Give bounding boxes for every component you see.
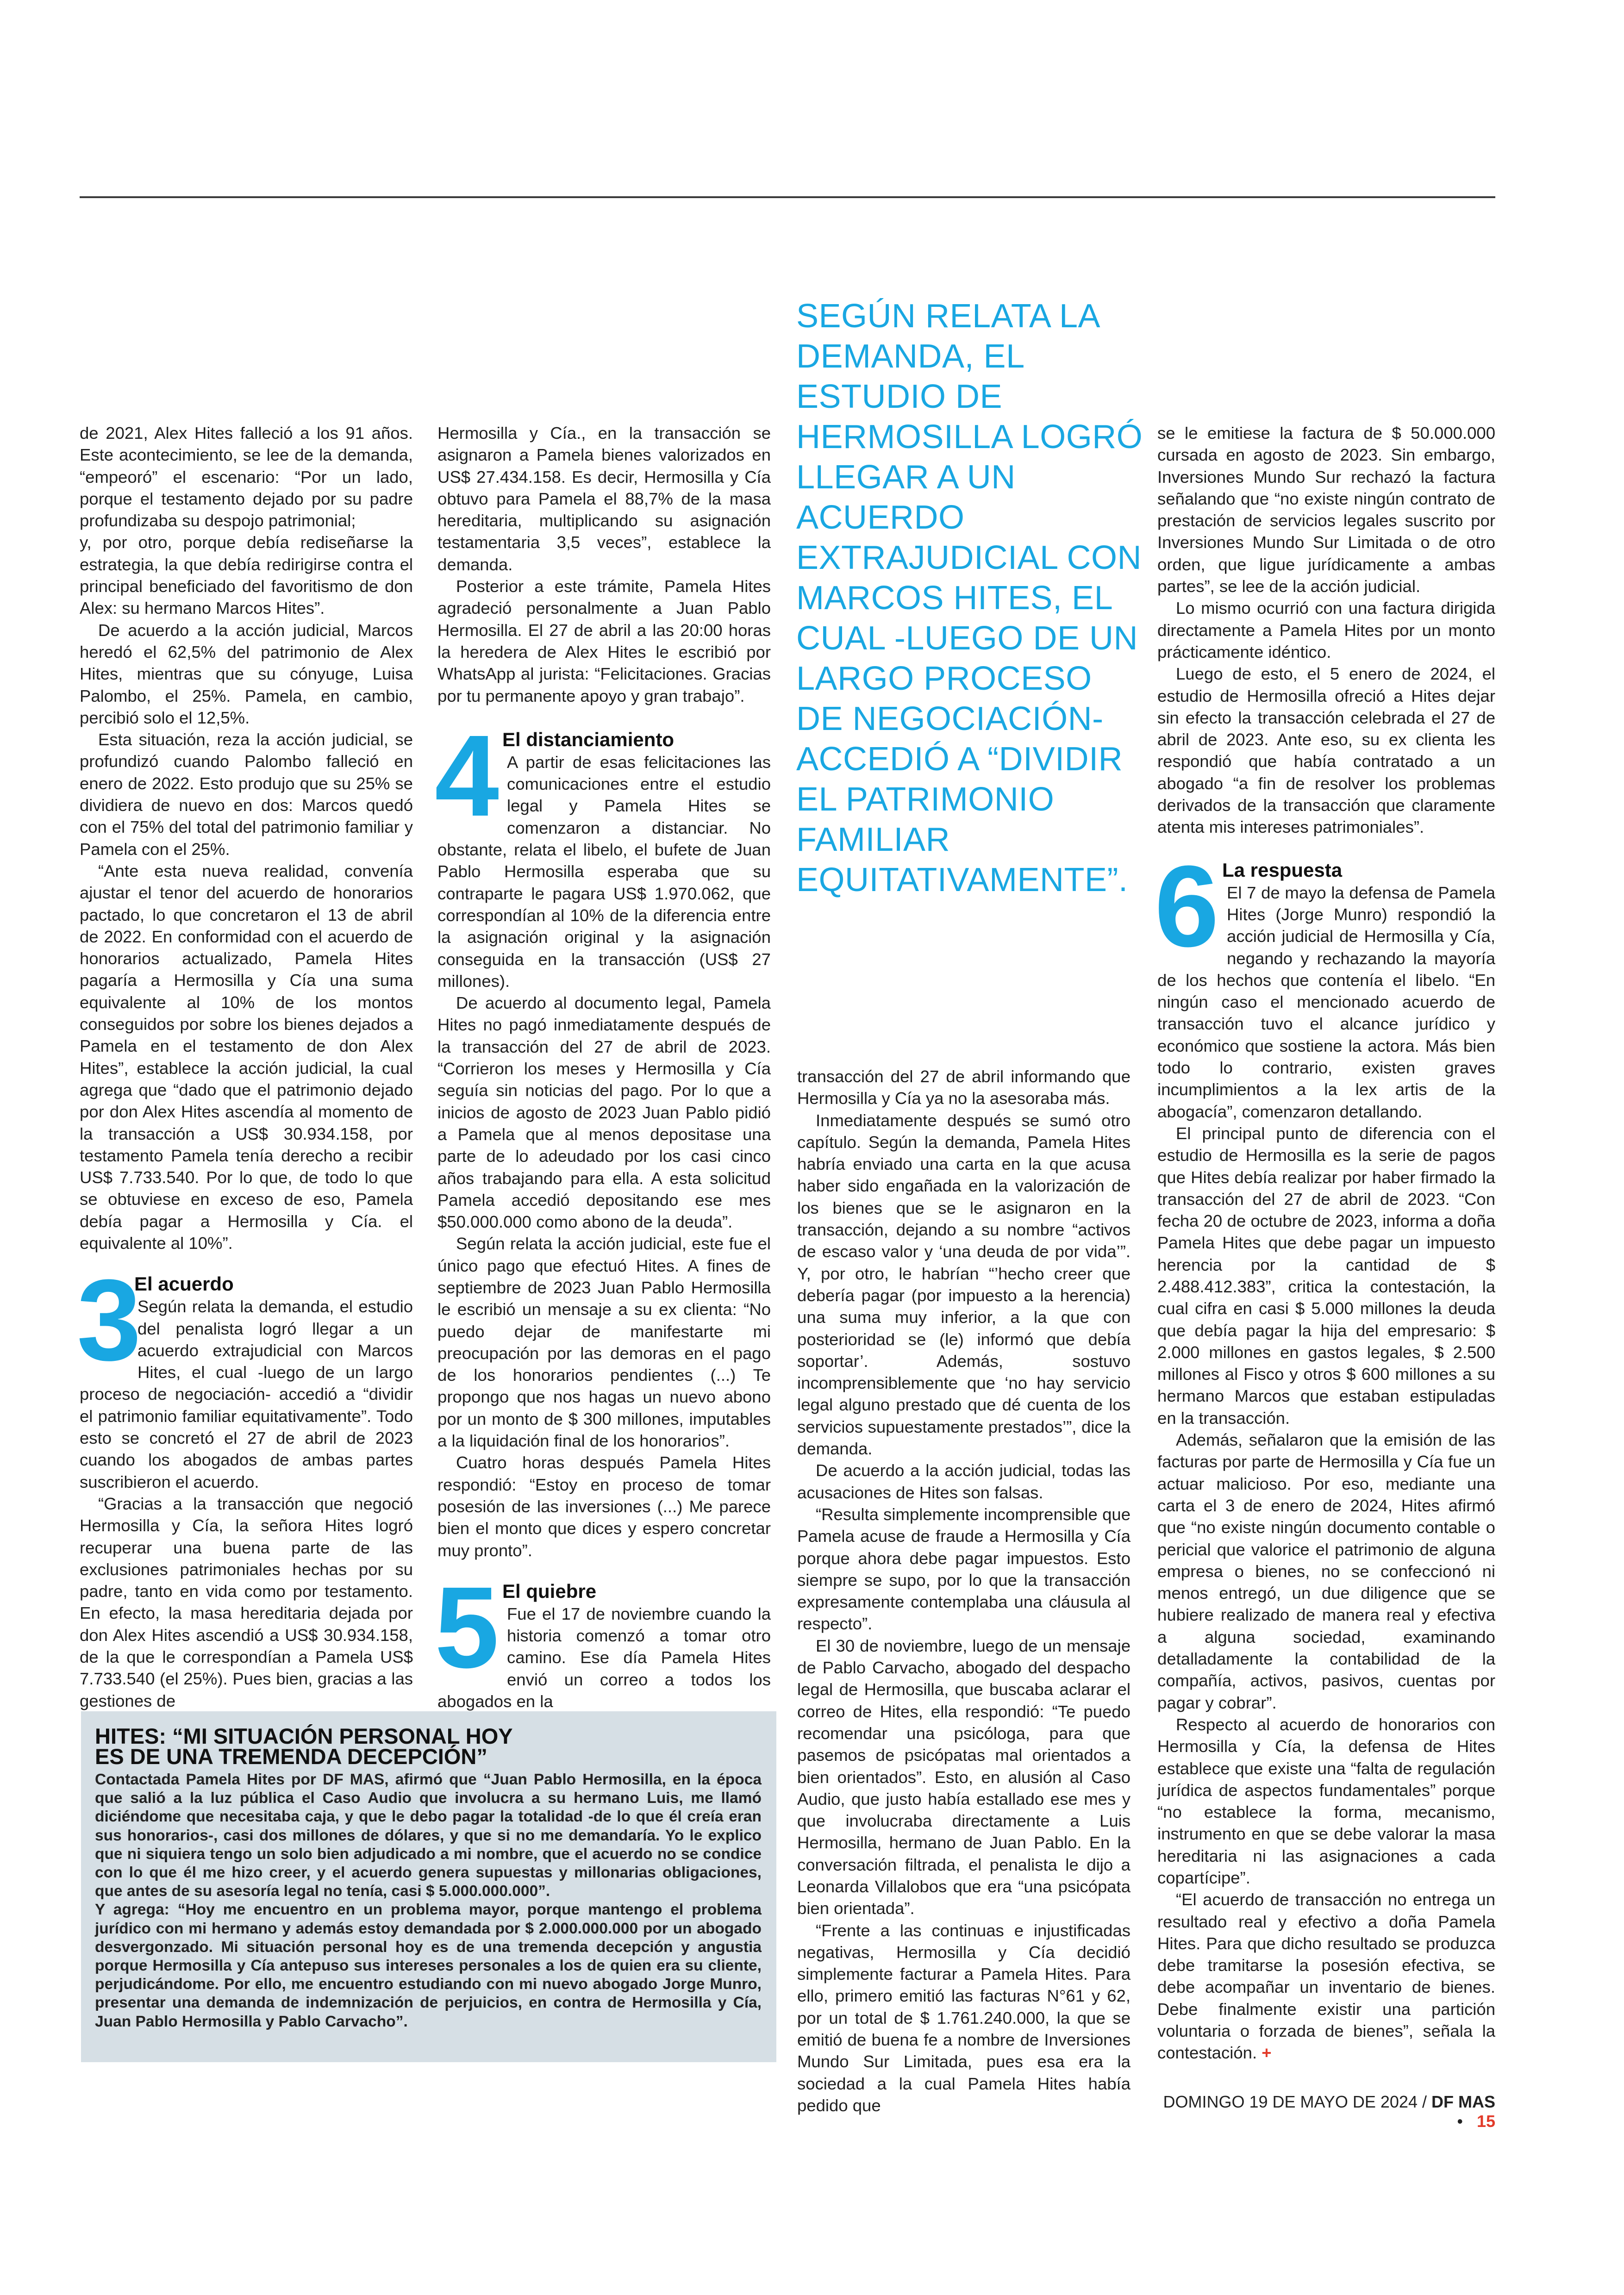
sidebar-box [81, 1711, 776, 2062]
box-title-line-1: HITES: “MI SITUACIÓN PERSONAL HOY [95, 1724, 513, 1748]
paragraph: Posterior a este trámite, Pamela Hites agradeció personalmente a Juan Pablo Hermosilla. El 27 de abril a las 20:00 horas la heredera de Alex Hites le escribió por WhatsApp al jurista: “Felicitaciones. Gracias por tu permanente apoyo y gran trabajo”. [437, 577, 771, 705]
paragraph: Fue el 17 de noviembre cuando la historia comenzó a tomar otro camino. Ese día Pamela Hites envió un correo a todos los abogados en la [437, 1604, 771, 1711]
paragraph: “Gracias a la transacción que negoció Hermosilla y Cía, la señora Hites logró recuperar una buena parte de las exclusiones patrimoniales hechas por su padre, tanto en vida como por testamento. En efecto, la masa hereditaria dejada por don Alex Hites ascendió a US$ 30.934.158, de la que le correspondían a Pamela US$ 7.733.540 (el 25%). Pues bien, gracias a las gestiones de [80, 1494, 413, 1710]
paragraph: “Ante esta nueva realidad, convenía ajustar el tenor del acuerdo de honorarios pactado, lo que concretaron el 13 de abril de 2022. En conformidad con el acuerdo de honorarios actualizado, Pamela Hites pagaría a Hermosilla y Cía una suma equivalente al 10% de los montos conseguidos por sobre los bienes dejados a Pamela en el testamento de don Alex Hites”, establece la acción judicial, la cual agrega que “dado que el patrimonio dejado por don Alex Hites ascendía al momento de la transacción a US$ 30.934.158, por testamento Pamela tenía derecho a recibir US$ 7.733.540. Por lo que, de todo lo que se obtuviese en exceso de eso, Pamela debía pagar a Hermosilla y Cía. el equivalente al 10%”. [80, 861, 413, 1253]
pull-quote: SEGÚN RELATA LA DEMANDA, EL ESTUDIO DE HERMOSILLA LOGRÓ LLEGAR A UN ACUERDO EXTRAJUDICIAL CON MARCOS HITES, EL CUAL -LUEGO DE UN LARGO PROCESO DE NEGOCIACIÓN- ACCEDIÓ A “DIVIDIR EL PATRIMONIO FAMILIAR EQUITATIVAMENTE”. [796, 298, 1143, 898]
paragraph: Cuatro horas después Pamela Hites respondió: “Estoy en proceso de tomar posesión de las inversiones (...) Me parece bien el monto que dices y espero concretar muy pronto”. [437, 1453, 771, 1560]
column-2 [437, 422, 771, 1712]
paragraph: “El acuerdo de transacción no entrega un resultado real y efectivo a doña Pamela Hites. Para que dicho resultado se produzca debe tramitarse la posesión efectiva, se debe acompañar un inventario de bienes. Debe finalmente existir una partición voluntaria o forzada de bienes”, señala la contestación. + [1157, 1890, 1495, 2063]
paragraph: Inmediatamente después se sumó otro capítulo. Según la demanda, Pamela Hites habría enviado una carta en la que acusa haber sido engañada en la valorización de los bienes que se le asignaron en la transacción, dejando a su nombre “activos de escaso valor y ‘una deuda de por vida’”. Y, por otro, le habrían “’hecho creer que debería pagar (por impuesto a la herencia) una suma muy inferior, a la que con posterioridad se (le) informó que debía soportar’. Además, sostuvo incomprensiblemente que ‘no hay servicio legal alguno prestado que dé cuenta de los servicios supuestamente prestados’”, dice la demanda. [797, 1110, 1131, 1459]
paragraph: “Resulta simplemente incomprensible que Pamela acuse de fraude a Hermosilla y Cía porque ahora debe pagar impuestos. Esto siempre se supo, por lo que la transacción expresamente contemplaba una cláusula al respecto”. [797, 1504, 1131, 1634]
column-1 [77, 422, 413, 1712]
paragraph: se le emitiese la factura de $ 50.000.000 cursada en agosto de 2023. Sin embargo, Inversiones Mundo Sur rechazó la factura señalando que “no existe ningún contrato de prestación de servicios legales suscrito por Inversiones Mundo Sur Limitada o de otro orden, que ligue jurídicamente a ambas partes”, se lee de la acción judicial. [1157, 424, 1495, 596]
section-6 [1155, 841, 1495, 2064]
section-title: El acuerdo [134, 1273, 234, 1295]
paragraph: De acuerdo a la acción judicial, todas las acusaciones de Hites son falsas. [797, 1461, 1131, 1502]
paragraph: Además, señalaron que la emisión de las facturas por parte de Hermosilla y Cía fue un actuar malicioso. Por eso, mediante una carta el 3 de enero de 2024, Hites afirmó que “no existe ningún documento contable o pericial que valorice el patrimonio de alguna empresa o bienes, no se confeccionó ni menos entregó, un due diligence que se hubiere realizado de manera real y efectiva a alguna sociedad, examinando detalladamente la contabilidad de la compañía, activos, pasivos, cuentas por pagar y cobrar”. [1157, 1430, 1495, 1712]
section-title: El quiebre [502, 1580, 597, 1602]
paragraph: El principal punto de diferencia con el estudio de Hermosilla es la serie de pagos que Hites debía realizar por haber firmado la transacción del 27 de abril de 2023. “Con fecha 20 de octubre de 2023, informa a doña Pamela Hites que debe pagar un impuesto herencia por la cantidad de $ 2.488.412.383”, critica la contestación, la cual cifra en casi $ 5.000 millones la deuda que debía pagar la hija del empresario: $ 2.000 millones en gastos legales, $ 2.500 millones al Fisco y otros $ 600 millones a su hermano Marcos que estaban estipuladas en la transacción. [1157, 1123, 1495, 1428]
paragraph: Hermosilla y Cía., en la transacción se asignaron a Pamela bienes valorizados en US$ 27.434.158. Es decir, Hermosilla y Cía obtuvo para Pamela el 88,7% de la masa hereditaria, multiplicando su asignación testamentaria 3,5 veces”, establece la demanda. [437, 424, 771, 574]
section-4 [435, 711, 771, 1561]
top-rule [80, 196, 1495, 198]
end-mark: + [1262, 2043, 1272, 2063]
section-title: La respuesta [1222, 859, 1343, 881]
paragraph: Respecto al acuerdo de honorarios con Hermosilla y Cía, la defensa de Hites establece que existe una “falta de regulación jurídica de aspectos fundamentales” porque “no establece la forma, mecanismo, instrumento en que se debe valorar la masa hereditaria ni las asignaciones a cada copartícipe”. [1157, 1715, 1495, 1887]
page-number: 15 [1476, 2112, 1495, 2131]
section-number: 4 [435, 711, 500, 840]
page-footer [1157, 2092, 1495, 2131]
paragraph: Lo mismo ocurrió con una factura dirigida directamente a Pamela Hites por un monto prácticamente idéntico. [1157, 599, 1495, 661]
column-4 [1157, 422, 1495, 2064]
paragraph: A partir de esas felicitaciones las comunicaciones entre el estudio legal y Pamela Hites se comenzaron a distanciar. No obstante, relata el libelo, el bufete de Juan Pablo Hermosilla esperaba que su contraparte le pagara US$ 1.970.062, que correspondían al 10% de la diferencia entre la asignación original y la asignación conseguida en la transacción (US$ 27 millones). [437, 752, 771, 991]
footer-date: DOMINGO 19 DE MAYO DE 2024 / [1163, 2092, 1427, 2111]
paragraph: “Frente a las continuas e injustificadas negativas, Hermosilla y Cía decidió simplemente facturar a Pamela Hites. Para ello, primero emitió las facturas N°61 y 62, por un total de $ 1.761.240.000, la que se emitió de buena fe a nombre de Inversiones Mundo Sur Limitada, pues esa era la sociedad a la cual Pamela Hites había pedido que [797, 1921, 1131, 2115]
section-number: 5 [435, 1562, 500, 1692]
section-number: 3 [77, 1255, 142, 1385]
paragraph: Luego de esto, el 5 enero de 2024, el estudio de Hermosilla ofreció a Hites dejar sin efecto la transacción celebrada el 27 de abril de 2023. Ante eso, su ex clienta les respondió que había contratado a un abogado “a fin de resolver los problemas derivados de la transacción que claramente atenta mis intereses patrimoniales”. [1157, 664, 1495, 837]
footer-separator: • [1457, 2112, 1463, 2131]
paragraph: Según relata la acción judicial, este fue el único pago que efectuó Hites. A fines de septiembre de 2023 Juan Pablo Hermosilla le escribió un mensaje a su ex clienta: “No puedo dejar de manifestarte mi preocupación por las demoras en el pago de los honorarios pendientes (...) Te propongo que nos hagas un nuevo abono por un monto de $ 300 millones, imputables a la liquidación final de los honorarios”. [437, 1234, 771, 1451]
section-3 [77, 1255, 413, 1712]
paragraph: El 7 de mayo la defensa de Pamela Hites (Jorge Munro) respondió la acción judicial de Hermosilla y Cía, negando y rechazando la mayoría de los hechos que contenía el libelo. “En ningún caso el mencionado acuerdo de transacción tuvo el alcance jurídico y económico que sostiene la actora. Más bien todo lo contrario, existen graves incumplimientos a la lex artis de la abogacía”, comenzaron detallando. [1157, 883, 1495, 1121]
box-paragraph: Contactada Pamela Hites por DF MAS, afirmó que “Juan Pablo Hermosilla, en la época que salió a la luz pública el Caso Audio que involucra a su hermano Luis, me llamó diciéndome que necesitaba caja, y que le debo pagar la totalidad -de lo que él creía eran sus honorarios-, casi dos millones de dólares, y que si no me demandaría. Yo le explico que ni siquiera tengo un solo bien adjudicado a mi nombre, que el acuerdo no se condice con lo que él me hizo creer, y el acuerdo genera supuestas y millonarias obligaciones, que antes de su asesoría legal no tenía, casi $ 5.000.000.000”. [95, 1771, 762, 1900]
paragraph: y, por otro, porque debía rediseñarse la estrategia, la que debía redirigirse contra el principal beneficiado del favoritismo de don Alex: su hermano Marcos Hites”. [80, 533, 413, 618]
paragraph: transacción del 27 de abril informando que Hermosilla y Cía ya no la asesoraba más. [797, 1067, 1131, 1108]
paragraph: de 2021, Alex Hites falleció a los 91 años. Este acontecimiento, se lee de la demanda, “empeoró” el escenario: “Por un lado, porque el testamento dejado por su padre profundizaba su despojo patrimonial; [80, 424, 413, 530]
paragraph: Según relata la demanda, el estudio del penalista logró llegar a un acuerdo extrajudicial con Marcos Hites, el cual -luego de un largo proceso de negociación- accedió a “dividir el patrimonio familiar equitativamente”. Todo esto se concretó el 27 de abril de 2023 cuando los abogados de ambas partes suscribieron el acuerdo. [80, 1297, 413, 1491]
section-number: 6 [1155, 841, 1219, 971]
box-title-line-2: ES DE UNA TREMENDA DECEPCIÓN” [95, 1744, 487, 1769]
paragraph: El 30 de noviembre, luego de un mensaje de Pablo Carvacho, abogado del despacho legal de Hermosilla, que buscaba aclarar el correo de Hites, ella respondió: “Te puedo recomendar una psicóloga, para que pasemos de psicópatas mal orientados a bien orientados”. Esto, en alusión al Caso Audio, que justo había estallado ese mes y que involucraba directamente a Luis Hermosilla, hermano de Juan Pablo. En la conversación filtrada, el penalista le dijo a Leonarda Villalobos que era “una psicópata bien orientada”. [797, 1636, 1131, 1918]
section-5 [435, 1562, 771, 1712]
paragraph: De acuerdo a la acción judicial, Marcos heredó el 62,5% del patrimonio de Alex Hites, mientras que su cónyuge, Luisa Palombo, el 25%. Pamela, en cambio, percibió solo el 12,5%. [80, 620, 413, 727]
column-3 [797, 1066, 1131, 2116]
section-title: El distanciamiento [502, 728, 675, 750]
footer-brand: DF MAS [1431, 2092, 1495, 2111]
paragraph: De acuerdo al documento legal, Pamela Hites no pagó inmediatamente después de la transacción del 27 de abril de 2023. “Corrieron los meses y Hermosilla y Cía seguía sin noticias del pago. Por lo que a inicios de agosto de 2023 Juan Pablo pidió a Pamela que al menos depositase una parte de lo adeudado por los casi cinco años trabajando para ella. A esta solicitud Pamela accedió depositando ese mes $50.000.000 como abono de la deuda”. [437, 993, 771, 1232]
box-paragraph: Y agrega: “Hoy me encuentro en un problema mayor, porque mantengo el problema jurídico con mi hermano y además estoy demandada por $ 2.000.000.000 por un abogado desvergonzado. Mi situación personal hoy es de una tremenda decepción y angustia porque Hermosilla y Cía antepuso sus intereses personales a los de quien era su cliente, perjudicándome. Por ello, me encuentro estudiando con mi nuevo abogado Jorge Munro, presentar una demanda de indemnización de perjuicios, en contra de Hermosilla y Cía, Juan Pablo Hermosilla y Pablo Carvacho”. [95, 1901, 762, 2030]
paragraph: Esta situación, reza la acción judicial, se profundizó cuando Palombo falleció en enero de 2022. Esto produjo que su 25% se dividiera de nuevo en dos: Marcos quedó con el 75% del total del patrimonio familiar y Pamela con el 25%. [80, 730, 413, 859]
